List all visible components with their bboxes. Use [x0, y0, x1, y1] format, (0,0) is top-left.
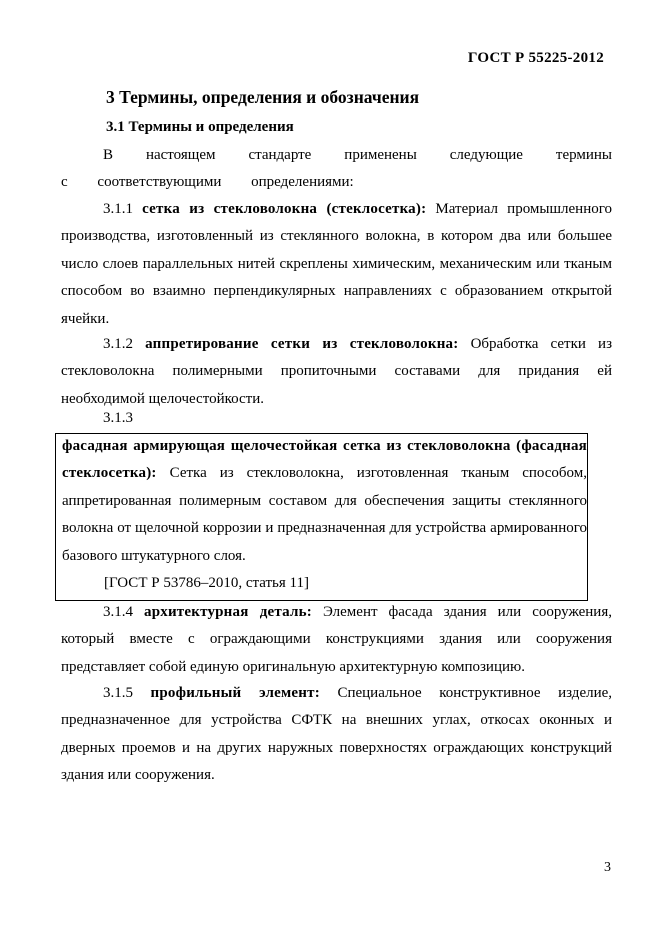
term-definition: Специальное конструктивное изделие, предназначенное для устройства СФТК на внешних углах, откосах оконных и дверных проемов и на других наружных поверхностях ограждающих конструкций здания или сооружения. [61, 685, 613, 784]
term-3-1-4 [61, 599, 612, 681]
term-name: сетка из стекловолокна (стеклосетка): [142, 201, 427, 217]
term-3-1-2 [61, 331, 612, 413]
section-title: 3 Термины, определения и обозначения [106, 87, 420, 107]
term-3-1-3-box [55, 433, 588, 601]
term-reference: [ГОСТ Р 53786–2010, статья 11] [104, 575, 309, 592]
term-name: архитектурная деталь: [144, 604, 312, 620]
intro-paragraph: В настоящем стандарте применены следующие термины с соответствующими определениями: [61, 147, 612, 191]
subsection-title: 3.1 Термины и определения [106, 119, 294, 135]
term-name: профильный элемент: [150, 685, 320, 701]
term-number: 3.1.2 [103, 336, 133, 352]
term-name: аппретирование сетки из стекловолокна: [145, 336, 459, 352]
term-definition: Сетка из стекловолокна, изготовленная тканым способом, аппретированная полимерным составом для обеспечения защиты стеклянного волокна от щелочной коррозии и предназначенная для устройства армированного базового штукатурного слоя. [62, 465, 587, 564]
term-3-1-5 [61, 680, 612, 790]
term-definition: Материал промышленного производства, изготовленный из стеклянного волокна, в котором два или большее число слоев параллельных нитей скреплены химическим, механическим или тканым способом во взаимно перпендикулярных направлениях с образованием открытой ячейки. [61, 201, 613, 327]
term-3-1-3-number: 3.1.3 [103, 410, 133, 426]
term-3-1-3 [56, 433, 587, 570]
term-definition: Обработка сетки из стекловолокна полимерными пропиточными составами для придания ей необходимой щелочестойкости. [61, 336, 613, 407]
page-number: 3 [604, 860, 611, 875]
term-definition: Элемент фасада здания или сооружения, который вместе с ограждающими конструкциями здания или сооружения представляет собой единую оригинальную архитектурную композицию. [61, 604, 612, 675]
document-number: ГОСТ Р 55225-2012 [467, 50, 604, 66]
term-3-1-1 [61, 196, 612, 333]
term-name: фасадная армирующая щелочестойкая сетка из стекловолокна (фасадная стеклосетка): [62, 438, 587, 482]
term-number: 3.1.4 [103, 604, 133, 620]
term-number: 3.1.5 [103, 685, 133, 701]
term-number: 3.1.1 [103, 201, 133, 217]
